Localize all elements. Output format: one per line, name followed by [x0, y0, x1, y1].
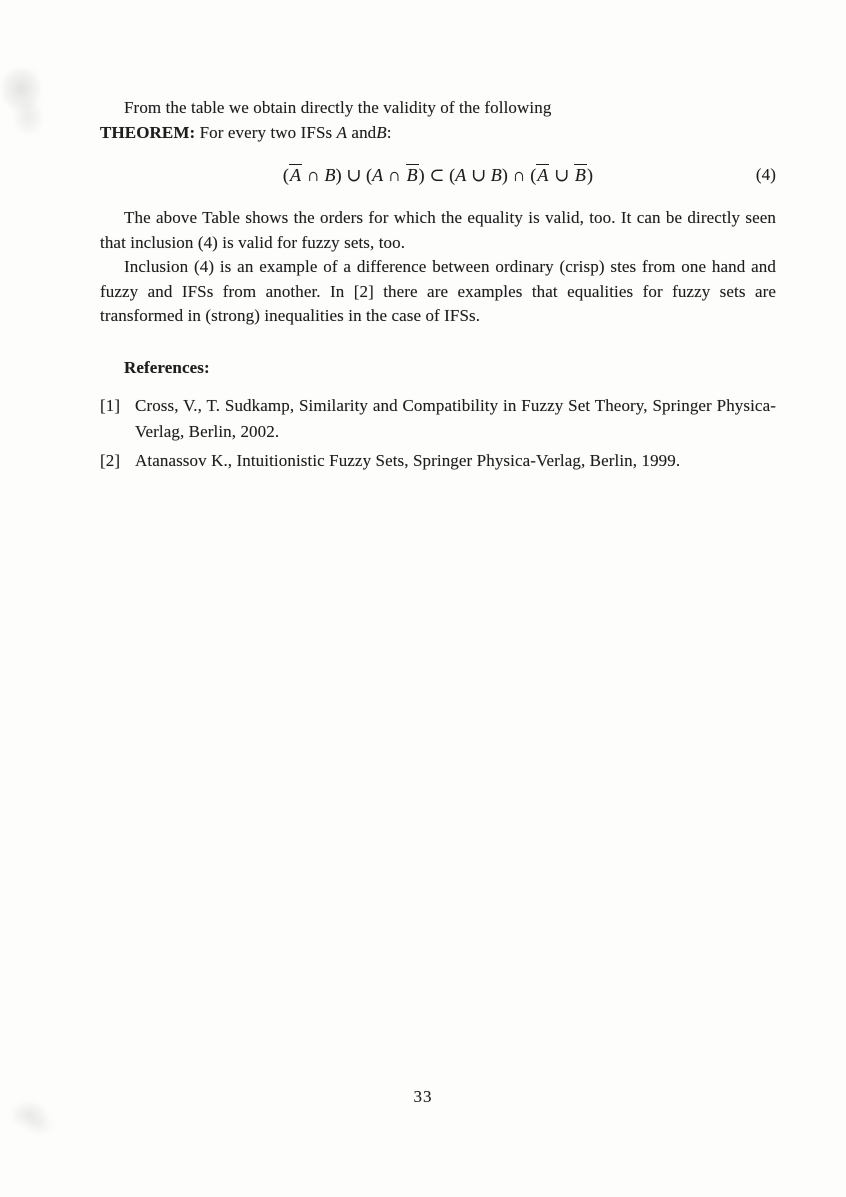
paragraph-validity: The above Table shows the orders for which the equality is valid, too. It can be directly seen that inclusion (4) is valid for fuzzy sets, too. [100, 208, 776, 252]
complemented-set-symbol: B [406, 165, 418, 185]
paragraph-inclusion-example: Inclusion (4) is an example of a difference between ordinary (crisp) stes from one hand and fuzzy and IFSs from another. In [2] there are examples that equalities for fuzzy sets are transformed in (strong) inequalities in the case of IFSs. [100, 257, 776, 325]
complemented-set-symbol: A [537, 165, 549, 185]
theorem-conjunction: and [351, 122, 377, 142]
page-number: 33 [413, 1087, 433, 1106]
reference-marker: [1] [100, 396, 121, 415]
equation-number: (4) [755, 165, 776, 184]
formula-token: ∩ [302, 165, 325, 185]
theorem-label: THEOREM: [100, 122, 196, 142]
formula-token: ) ∩ ( [501, 165, 537, 185]
formula-token: ) ∪ ( [335, 165, 373, 185]
page-body [100, 96, 776, 477]
reference-text: Atanassov K., Intuitionistic Fuzzy Sets, Springer Physica-Verlag, Berlin, 1999. [135, 451, 681, 470]
formula-token: ∪ [549, 165, 574, 185]
theorem-var-a: A [336, 122, 348, 142]
equation-4 [100, 161, 776, 189]
reference-item [100, 448, 776, 474]
scan-smudge-artifact [2, 68, 50, 138]
set-equation [283, 165, 593, 185]
formula-token: B [324, 165, 336, 185]
theorem-line [100, 121, 776, 146]
formula-token: ∩ [383, 165, 406, 185]
intro-line: From the table we obtain directly the validity of the following [124, 98, 552, 117]
references-heading: References: [124, 357, 210, 377]
reference-marker: [2] [100, 451, 121, 470]
reference-text: Cross, V., T. Sudkamp, Similarity and Compatibility in Fuzzy Set Theory, Springer Physica-Verlag, Berlin, 2002. [135, 396, 776, 441]
formula-token: A [455, 165, 467, 185]
formula-token: A [372, 165, 384, 185]
reference-list [100, 393, 776, 474]
theorem-text: For every two IFSs [199, 122, 333, 142]
formula-token: ) ⊂ ( [418, 165, 456, 185]
complemented-set-symbol: B [574, 165, 586, 185]
theorem-colon: : [386, 122, 392, 142]
theorem-var-b: B [376, 122, 387, 142]
reference-item [100, 393, 776, 445]
formula-token: ( [282, 165, 290, 185]
complemented-set-symbol: A [290, 165, 302, 185]
formula-token: ) [586, 165, 594, 185]
formula-token: B [490, 165, 502, 185]
formula-token: ∪ [466, 165, 491, 185]
